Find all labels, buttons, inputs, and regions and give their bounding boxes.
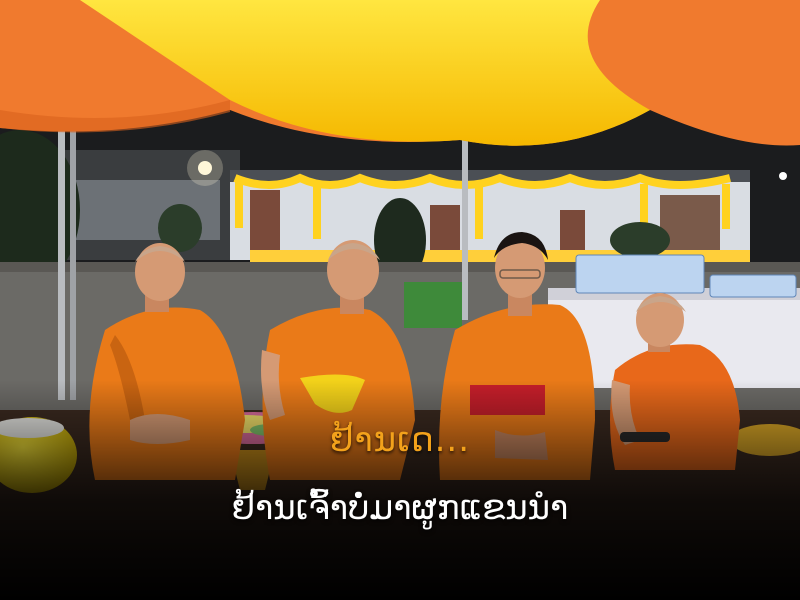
green-basket	[404, 282, 462, 328]
tent-pole-center	[462, 140, 468, 320]
caption-title: ຢ້ານເດ...	[329, 420, 471, 460]
caption-subtitle: ຢ້ານເຈົ້າບໍ່ມາຜູກແຂນນຳ	[231, 488, 569, 528]
